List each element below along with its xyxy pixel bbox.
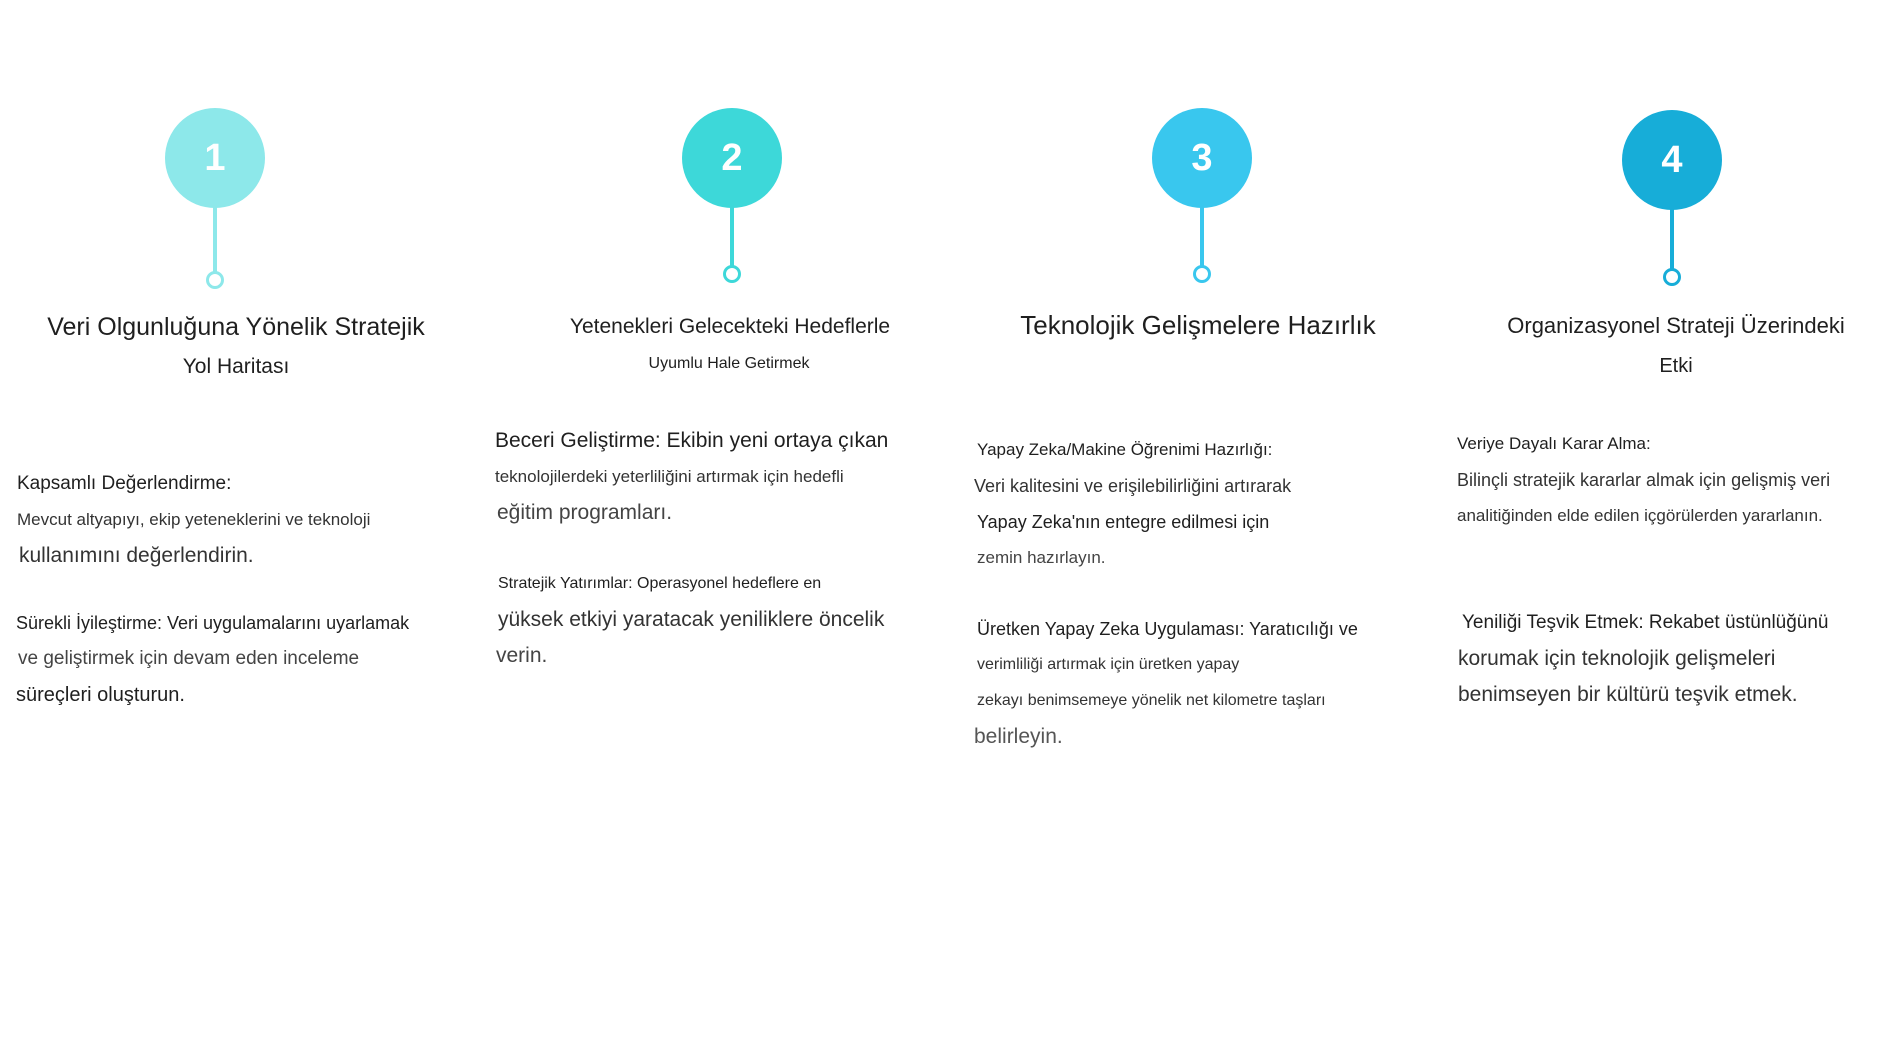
step-4-marker [1622,110,1722,300]
step-2-section-1-line-3: eğitim programları. [497,501,673,524]
step-2-section-2-line-2: yüksek etkiyi yaratacak yeniliklere öncelik [498,608,885,631]
step-3-section-1-line-3: Yapay Zeka'nın entegre edilmesi için [977,512,1270,532]
step-1-number-circle: 1 [165,108,265,208]
step-4-title-line1: Organizasyonel Strateji Üzerindeki [1507,313,1845,338]
step-3-section-1-line-2: Veri kalitesini ve erişilebilirliğini artırarak [974,476,1292,496]
step-4-section-1-line-1: Veriye Dayalı Karar Alma: [1457,434,1651,453]
step-4-section-1-line-3: analitiğinden elde edilen içgörülerden yararlanın. [1457,506,1823,525]
step-1-title-line1: Veri Olgunluğuna Yönelik Stratejik [47,313,425,341]
step-3-section-1 [974,432,1292,576]
step-1-section-2-line-3: süreçleri oluşturun. [16,684,185,706]
step-2-section-2 [498,566,884,674]
step-2-connector-line [730,206,734,268]
step-4-connector-line [1670,208,1674,271]
step-1-connector-line [213,206,217,274]
step-1-connector-dot [206,271,224,289]
step-3-section-2-line-3: zekayı benimsemeye yönelik net kilometre taşları [977,692,1326,709]
step-3-number-circle: 3 [1152,108,1252,208]
step-3-section-2 [974,611,1358,755]
step-3-section-2-line-1: Üretken Yapay Zeka Uygulaması: Yaratıcılığı ve [977,619,1358,639]
step-1-section-1-line-1: Kapsamlı Değerlendirme: [17,473,232,494]
step-3-section-1-line-1: Yapay Zeka/Makine Öğrenimi Hazırlığı: [977,440,1273,459]
step-3-title [978,307,1418,343]
step-1-title-line2: Yol Haritası [182,355,290,378]
step-2-section-2-line-1: Stratejik Yatırımlar: Operasyonel hedeflere en [498,575,822,592]
step-4-number-circle: 4 [1622,110,1722,210]
step-1-section-1 [17,466,370,574]
step-2-number-circle: 2 [682,108,782,208]
step-3-section-1-line-4: zemin hazırlayın. [977,548,1106,567]
step-1-section-1-line-3: kullanımını değerlendirin. [19,544,254,567]
step-3-connector-line [1200,206,1204,268]
step-1-section-2-line-1: Sürekli İyileştirme: Veri uygulamalarını uyarlamak [16,613,410,633]
step-3-connector-dot [1193,265,1211,283]
step-1-section-1-line-2: Mevcut altyapıyı, ekip yeteneklerini ve teknoloji [17,510,371,529]
step-4-section-2-line-2: korumak için teknolojik gelişmeleri [1458,647,1776,670]
step-1-title [16,309,456,385]
step-4-title-line2: Etki [1659,355,1693,377]
step-4-section-2 [1458,605,1829,713]
step-2-section-2-line-3: verin. [496,644,548,667]
step-1-marker [165,108,265,298]
step-4-title [1456,308,1884,384]
step-2-marker [682,108,782,298]
step-1-section-2-line-2: ve geliştirmek için devam eden inceleme [18,648,360,669]
step-4-section-2-line-3: benimseyen bir kültürü teşvik etmek. [1458,683,1798,706]
step-3-section-2-line-2: verimliliği artırmak için üretken yapay [977,656,1240,673]
step-4-connector-dot [1663,268,1681,286]
step-3-marker [1152,108,1252,298]
step-4-section-2-line-1: Yeniliği Teşvik Etmek: Rekabet üstünlüğünü [1462,612,1829,633]
step-2-title [510,309,950,379]
step-3-section-2-line-4: belirleyin. [974,725,1063,748]
step-2-title-line2: Uyumlu Hale Getirmek [648,355,810,372]
step-2-section-1 [495,423,888,531]
step-4-section-1-line-2: Bilinçli stratejik kararlar almak için gelişmiş veri [1457,470,1831,490]
step-1-section-2 [16,605,409,713]
step-2-connector-dot [723,265,741,283]
step-4-section-1 [1457,426,1830,534]
step-3-title-line1: Teknolojik Gelişmelere Hazırlık [1020,310,1376,340]
step-2-section-1-line-1: Beceri Geliştirme: Ekibin yeni ortaya çıkan [495,429,889,452]
step-2-section-1-line-2: teknolojilerdeki yeterliliğini artırmak için hedefli [495,467,844,486]
step-2-title-line1: Yetenekleri Gelecekteki Hedeflerle [569,315,891,338]
